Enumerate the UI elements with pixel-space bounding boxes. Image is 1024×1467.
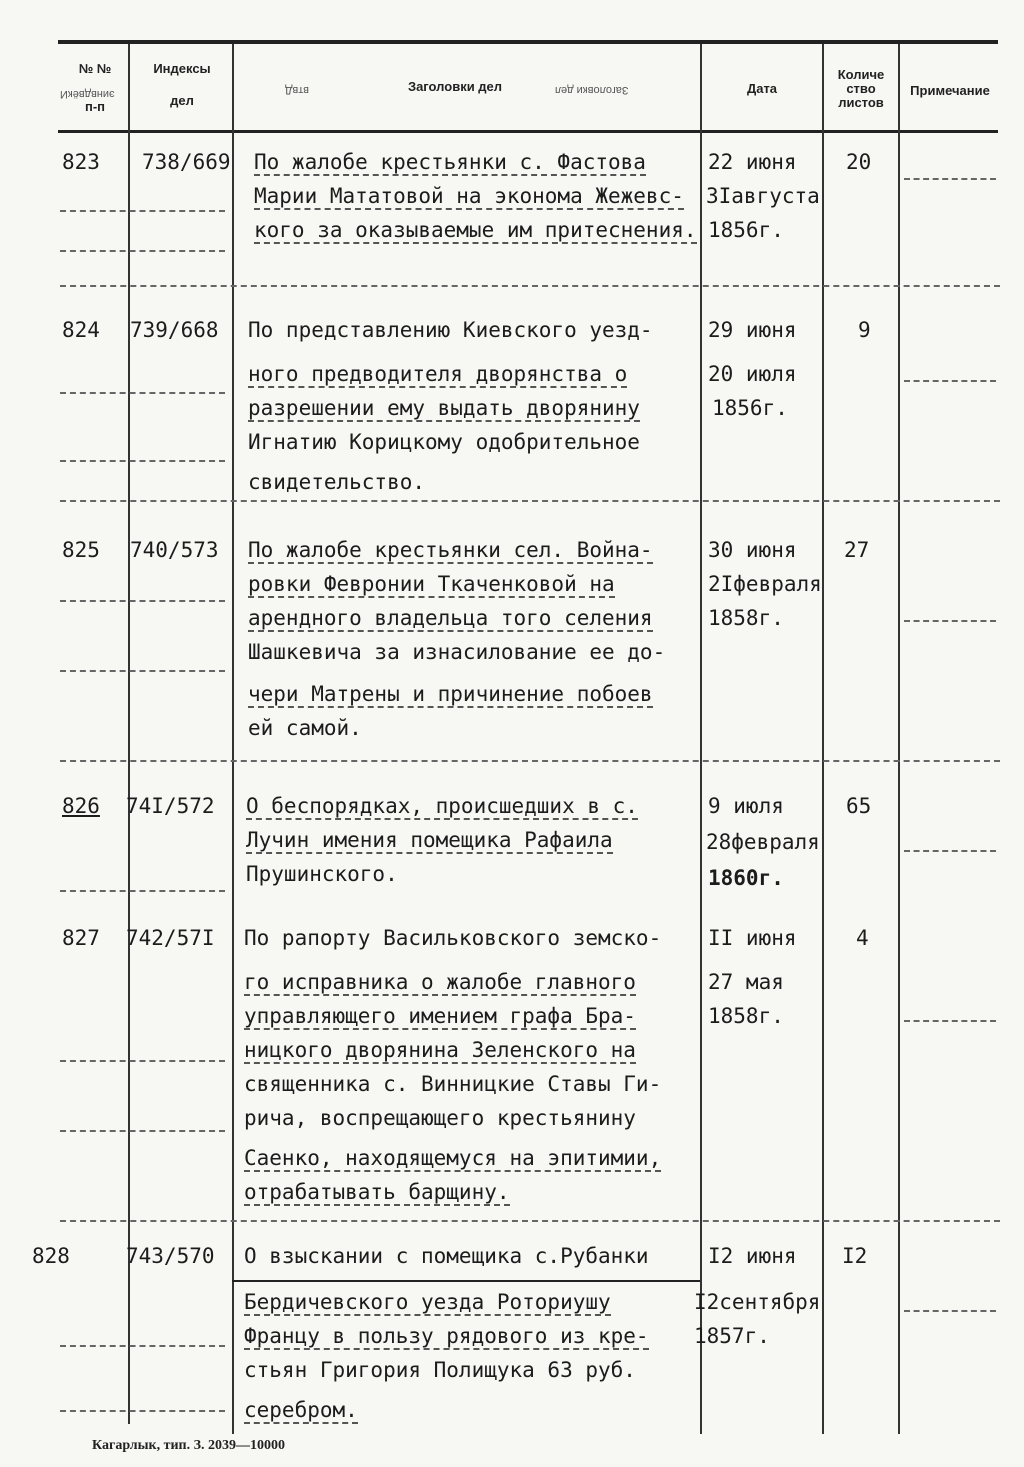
row-number: 827 (62, 926, 100, 950)
guide-line (60, 392, 225, 396)
guide-line (60, 1130, 225, 1134)
title-line: О беспорядках, происшедших в с. (246, 794, 638, 818)
guide-line (904, 380, 996, 384)
sheet-count: 4 (856, 926, 869, 950)
guide-line (60, 890, 225, 894)
guide-line (904, 1020, 996, 1024)
title-line: разрешении ему выдать дворянину (248, 396, 640, 420)
guide-line (60, 1410, 225, 1414)
guide-line (60, 460, 225, 464)
title-line: стьян Григория Полищука 63 руб. (244, 1358, 636, 1382)
title-line: кого за оказываемые им притеснения. (254, 218, 697, 242)
row-separator (232, 1280, 700, 1282)
date-line: 1858г. (708, 606, 784, 630)
title-line: О взыскании с помещика с.Рубанки (244, 1244, 649, 1268)
title-line: По жалобе крестьянки сел. Война- (248, 538, 653, 562)
title-line: По жалобе крестьянки с. Фастова (254, 150, 646, 174)
column-divider (898, 44, 900, 1434)
header-num-sub: п-п (84, 99, 106, 114)
title-line: Прушинского. (246, 862, 398, 886)
guide-line (904, 178, 996, 182)
guide-line (904, 620, 996, 624)
title-line: управляющего имением графа Бра- (244, 1004, 636, 1028)
guide-line (60, 250, 225, 254)
title-line: отрабатывать барщину. (244, 1180, 510, 1204)
title-line: свидетельство. (248, 470, 426, 494)
sheet-count: 9 (858, 318, 871, 342)
title-line: ницкого дворянина Зеленского на (244, 1038, 636, 1062)
row-number: 825 (62, 538, 100, 562)
row-index: 738/669 (142, 150, 231, 174)
header-title: Заголовки дел (407, 79, 503, 94)
date-line: 2Iфевраля (708, 572, 822, 596)
title-line: По представлению Киевского уезд- (248, 318, 653, 342)
guide-line (60, 1220, 1000, 1224)
row-index: 742/57I (126, 926, 215, 950)
guide-line (60, 500, 1000, 504)
row-number: 826 (62, 794, 100, 818)
title-line: Игнатию Корицкому одобрительное (248, 430, 640, 454)
date-line: 20 июля (708, 362, 797, 386)
row-index: 743/570 (126, 1244, 215, 1268)
header-note: Примечание (910, 83, 990, 98)
row-index: 740/573 (130, 538, 219, 562)
date-line: 1856г. (712, 396, 788, 420)
bleed-through-text: эинвдвёкИ (60, 88, 115, 100)
header-bottom-rule (58, 130, 998, 133)
title-line: Францу в пользу рядового из кре- (244, 1324, 649, 1348)
guide-line (60, 285, 1000, 289)
guide-line (60, 600, 225, 604)
guide-line (60, 1345, 225, 1349)
date-line: 1856г. (708, 218, 784, 242)
date-line: I2 июня (708, 1244, 797, 1268)
title-line: священника с. Винницкие Ставы Ги- (244, 1072, 662, 1096)
header-index: Индексы (153, 61, 211, 76)
date-line: 1858г. (708, 1004, 784, 1028)
row-number: 823 (62, 150, 100, 174)
bleed-through-text: втвД (285, 84, 309, 96)
sheet-count: 20 (846, 150, 872, 174)
date-line: 30 июня (708, 538, 797, 562)
title-line: Бердичевского уезда Роториушу (244, 1290, 611, 1314)
row-index: 739/668 (130, 318, 219, 342)
header-num: № № (78, 61, 112, 76)
title-line: Саенко, находящемуся на эпитимии, (244, 1146, 662, 1170)
guide-line (60, 760, 1000, 764)
sheet-count: 65 (846, 794, 872, 818)
guide-line (60, 210, 225, 214)
title-line: го исправника о жалобе главного (244, 970, 636, 994)
guide-line (904, 1310, 996, 1314)
column-divider (700, 44, 702, 1434)
guide-line (60, 670, 225, 674)
date-line: 27 мая (708, 970, 784, 994)
title-line: рича, воспрещающего крестьянину (244, 1106, 636, 1130)
date-line: 9 июля (708, 794, 784, 818)
date-line: 1860г. (708, 866, 784, 890)
header-index-sub: дел (170, 93, 194, 108)
column-divider (232, 44, 234, 1434)
row-number: 828 (32, 1244, 70, 1268)
bleed-through-text: Заголовки дел (555, 84, 629, 96)
date-line: 28февраля (706, 830, 820, 854)
title-line: ровки Февронии Ткаченковой на (248, 572, 615, 596)
title-line: Марии Мататовой на эконома Жежевс- (254, 184, 684, 208)
title-line: ей самой. (248, 716, 362, 740)
header-count: Количе ство листов (837, 67, 885, 110)
header-date: Дата (746, 81, 778, 96)
guide-line (60, 1060, 225, 1064)
row-number: 824 (62, 318, 100, 342)
sheet-count: I2 (842, 1244, 868, 1268)
title-line: По рапорту Васильковского земско- (244, 926, 662, 950)
column-divider (822, 44, 824, 1434)
date-line: 22 июня (708, 150, 797, 174)
row-index: 74I/572 (126, 794, 215, 818)
title-line: Лучин имения помещика Рафаила (246, 828, 613, 852)
title-line: серебром. (244, 1398, 358, 1422)
date-line: I2сентября (694, 1290, 821, 1314)
sheet-count: 27 (844, 538, 870, 562)
date-line: 29 июня (708, 318, 797, 342)
date-line: II июня (708, 926, 797, 950)
guide-line (904, 850, 996, 854)
title-line: арендного владельца того селения (248, 606, 653, 630)
title-line: чери Матрены и причинение побоев (248, 682, 653, 706)
printer-imprint: Кагарлык, тип. З. 2039—10000 (92, 1438, 286, 1453)
top-rule (58, 40, 998, 44)
title-line: ного предводителя дворянства о (248, 362, 628, 386)
date-line: 1857г. (694, 1324, 770, 1348)
title-line: Шашкевича за изнасилование ее до- (248, 640, 666, 664)
date-line: 3Iавгуста (706, 184, 820, 208)
